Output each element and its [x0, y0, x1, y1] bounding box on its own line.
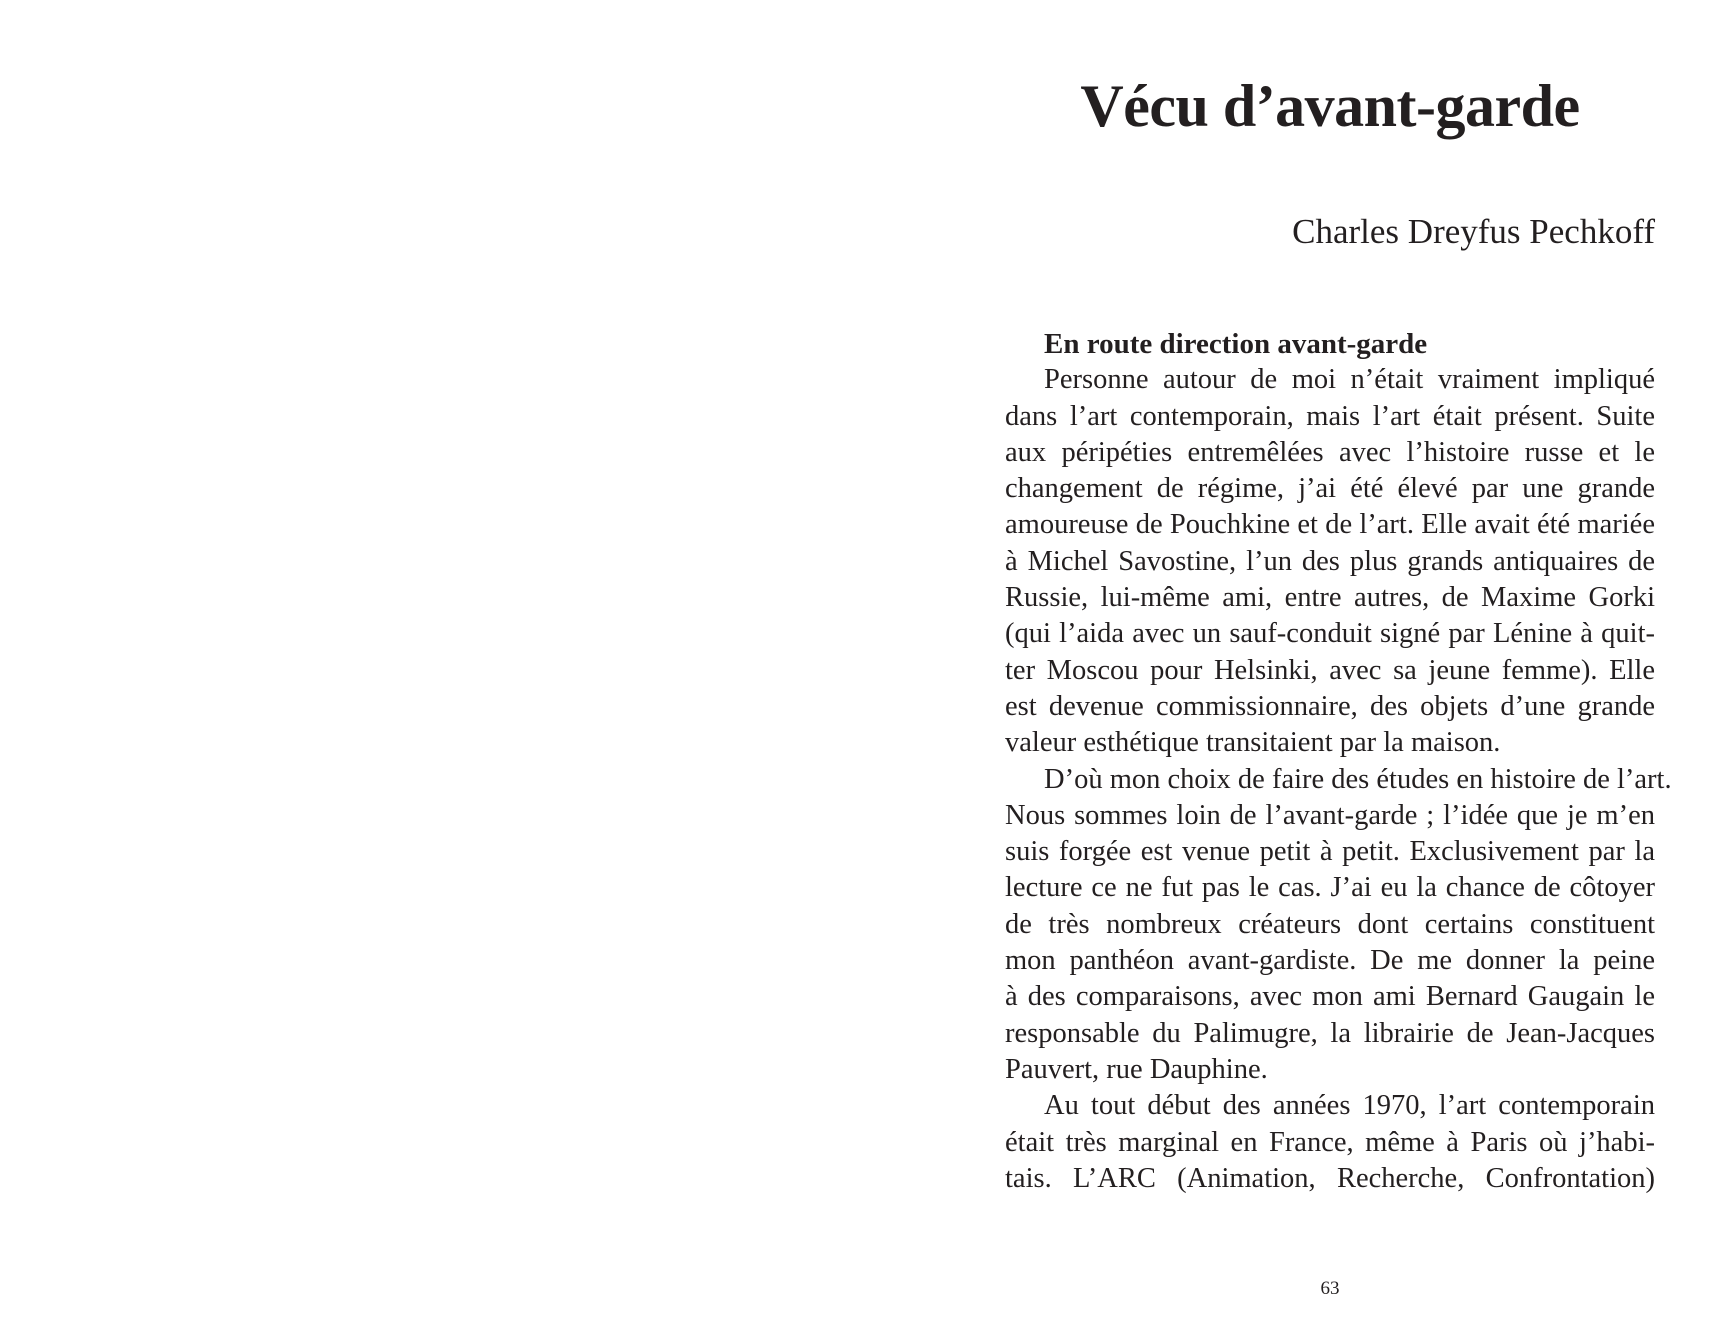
text-line: est devenue commissionnaire, des objets d’une grande — [1005, 690, 1655, 722]
text-line: Au tout début des années 1970, l’art contemporain — [1044, 1090, 1655, 1122]
text-line: mon panthéon avant-gardiste. De me donner la peine — [1005, 945, 1655, 977]
text-line: dans l’art contemporain, mais l’art était présent. Suite — [1005, 400, 1655, 432]
text-line: ter Moscou pour Helsinki, avec sa jeune femme). Elle — [1005, 654, 1655, 686]
text-line: responsable du Palimugre, la librairie de Jean-Jacques — [1005, 1017, 1655, 1049]
author-name: Charles Dreyfus Pechkoff — [1292, 212, 1655, 251]
text-line: aux péripéties entremêlées avec l’histoire russe et le — [1005, 436, 1655, 468]
text-line: Personne autour de moi n’était vraiment impliqué — [1044, 364, 1655, 396]
text-line: de très nombreux créateurs dont certains constituent — [1005, 908, 1655, 940]
text-line: à des comparaisons, avec mon ami Bernard Gaugain le — [1005, 981, 1655, 1013]
paragraph — [1005, 362, 1655, 761]
paragraph — [1005, 1088, 1655, 1197]
text-line: amoureuse de Pouchkine et de l’art. Elle avait été mariée — [1005, 509, 1655, 541]
text-line: D’où mon choix de faire des études en histoire de l’art. — [1044, 763, 1672, 795]
text-line: à Michel Savostine, l’un des plus grands antiquaires de — [1005, 545, 1655, 577]
body-text — [1005, 326, 1672, 1197]
text-line: Russie, lui-même ami, entre autres, de Maxime Gorki — [1005, 582, 1655, 614]
section-heading: En route direction avant-garde — [1044, 328, 1428, 360]
text-line: Pauvert, rue Dauphine. — [1005, 1053, 1268, 1085]
text-line: était très marginal en France, même à Paris où j’habi- — [1005, 1126, 1655, 1158]
text-line: suis forgée est venue petit à petit. Exclusivement par la — [1005, 836, 1655, 868]
text-line: lecture ce ne fut pas le cas. J’ai eu la chance de côtoyer — [1005, 872, 1655, 904]
text-line: Nous sommes loin de l’avant-garde ; l’idée que je m’en — [1005, 799, 1655, 831]
paragraph — [1005, 762, 1672, 1089]
text-line: (qui l’aida avec un sauf-conduit signé par Lénine à quit- — [1005, 618, 1655, 650]
paragraphs — [1005, 362, 1672, 1197]
text-line: valeur esthétique transitaient par la maison. — [1005, 727, 1501, 759]
chapter-title: Vécu d’avant-garde — [1080, 73, 1580, 139]
text-line: tais. L’ARC (Animation, Recherche, Confrontation) — [1005, 1162, 1655, 1194]
text-line: changement de régime, j’ai été élevé par une grande — [1005, 473, 1655, 505]
page-number: 63 — [1320, 1278, 1340, 1299]
